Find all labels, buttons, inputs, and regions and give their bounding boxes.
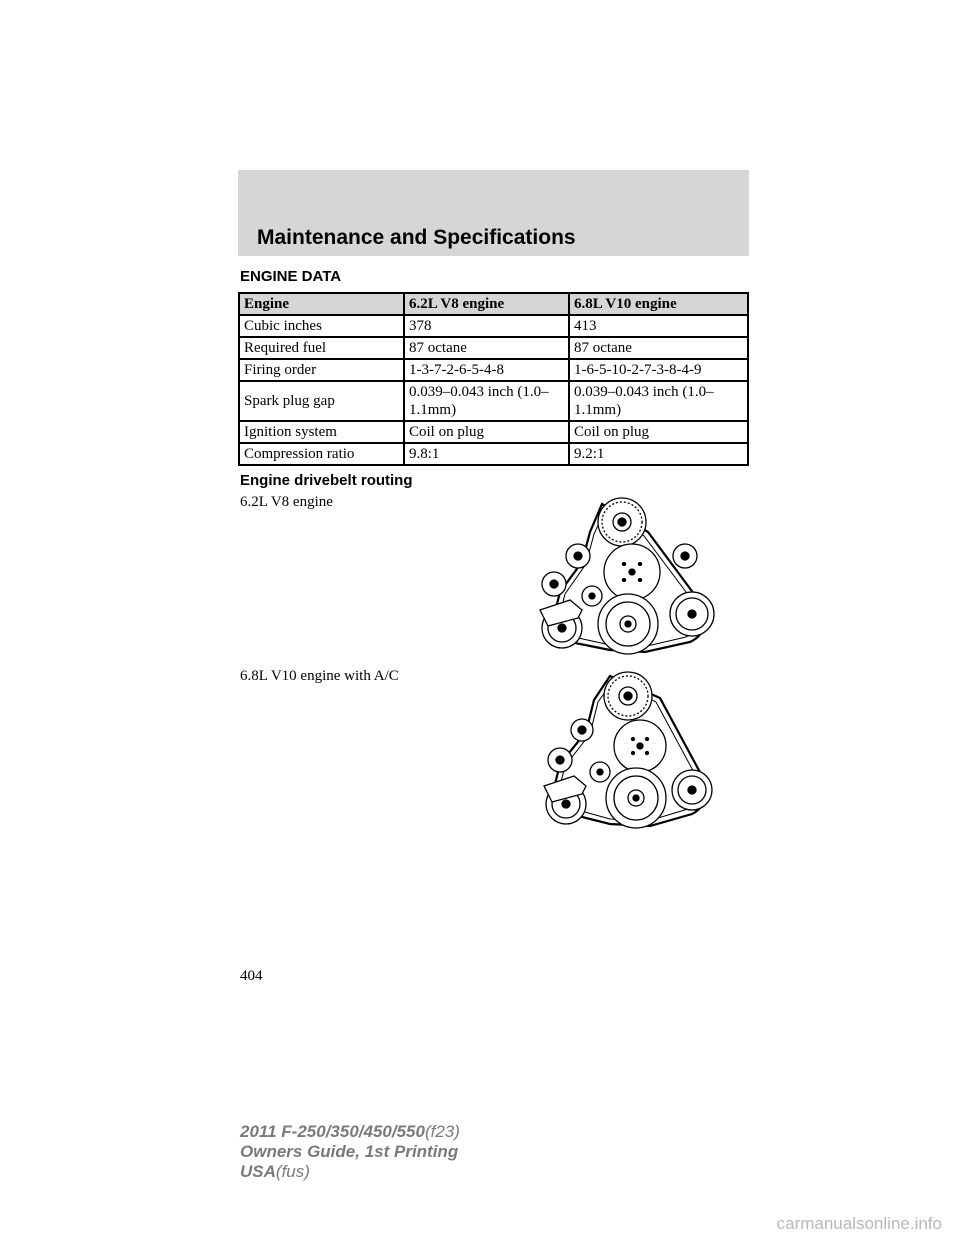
table-cell: Cubic inches	[239, 315, 404, 337]
section-header-band	[238, 170, 749, 256]
footer-line-2: Owners Guide, 1st Printing	[240, 1142, 459, 1161]
footer-line-1	[240, 1122, 460, 1142]
table-cell: Ignition system	[239, 421, 404, 443]
footer-line-3	[240, 1162, 460, 1182]
watermark-link[interactable]: carmanualsonline.info	[776, 1214, 942, 1233]
v10-drivebelt-diagram	[530, 664, 720, 834]
v10-caption: 6.8L V10 engine with A/C	[240, 668, 399, 684]
table-cell: Firing order	[239, 359, 404, 381]
table-row	[239, 337, 748, 359]
footer-model: 2011 F-250/350/450/550	[240, 1122, 425, 1141]
drivebelt-heading: Engine drivebelt routing	[240, 472, 413, 489]
table-cell: Spark plug gap	[239, 381, 404, 421]
table-cell: 87 octane	[404, 337, 569, 359]
document-footer	[240, 1122, 460, 1182]
header-cell: 6.2L V8 engine	[404, 293, 569, 315]
table-cell: 0.039–0.043 inch (1.0–1.1mm)	[569, 381, 748, 421]
table-cell: 1-6-5-10-2-7-3-8-4-9	[569, 359, 748, 381]
table-header-row	[239, 293, 748, 315]
page-number: 404	[240, 968, 263, 984]
table-row	[239, 421, 748, 443]
footer-market-code: (fus)	[275, 1162, 310, 1181]
header-cell: Engine	[239, 293, 404, 315]
table-cell: 87 octane	[569, 337, 748, 359]
table-cell: Compression ratio	[239, 443, 404, 465]
table-cell: Coil on plug	[569, 421, 748, 443]
table-cell: Required fuel	[239, 337, 404, 359]
table-cell: 0.039–0.043 inch (1.0–1.1mm)	[404, 381, 569, 421]
table-row	[239, 359, 748, 381]
header-cell: 6.8L V10 engine	[569, 293, 748, 315]
table-row	[239, 443, 748, 465]
footer-model-code: (f23)	[424, 1122, 460, 1141]
table-cell: 1-3-7-2-6-5-4-8	[404, 359, 569, 381]
table-cell: 9.2:1	[569, 443, 748, 465]
table-cell: 413	[569, 315, 748, 337]
page-title: Maintenance and Specifications	[257, 226, 576, 249]
engine-data-title: ENGINE DATA	[240, 268, 342, 285]
footer-market: USA	[240, 1162, 276, 1181]
table-cell: 378	[404, 315, 569, 337]
v8-drivebelt-diagram	[530, 492, 730, 662]
v8-caption: 6.2L V8 engine	[240, 494, 333, 510]
table-cell: Coil on plug	[404, 421, 569, 443]
table-row	[239, 381, 748, 421]
engine-data-table	[238, 292, 749, 466]
table-row	[239, 315, 748, 337]
table-cell: 9.8:1	[404, 443, 569, 465]
